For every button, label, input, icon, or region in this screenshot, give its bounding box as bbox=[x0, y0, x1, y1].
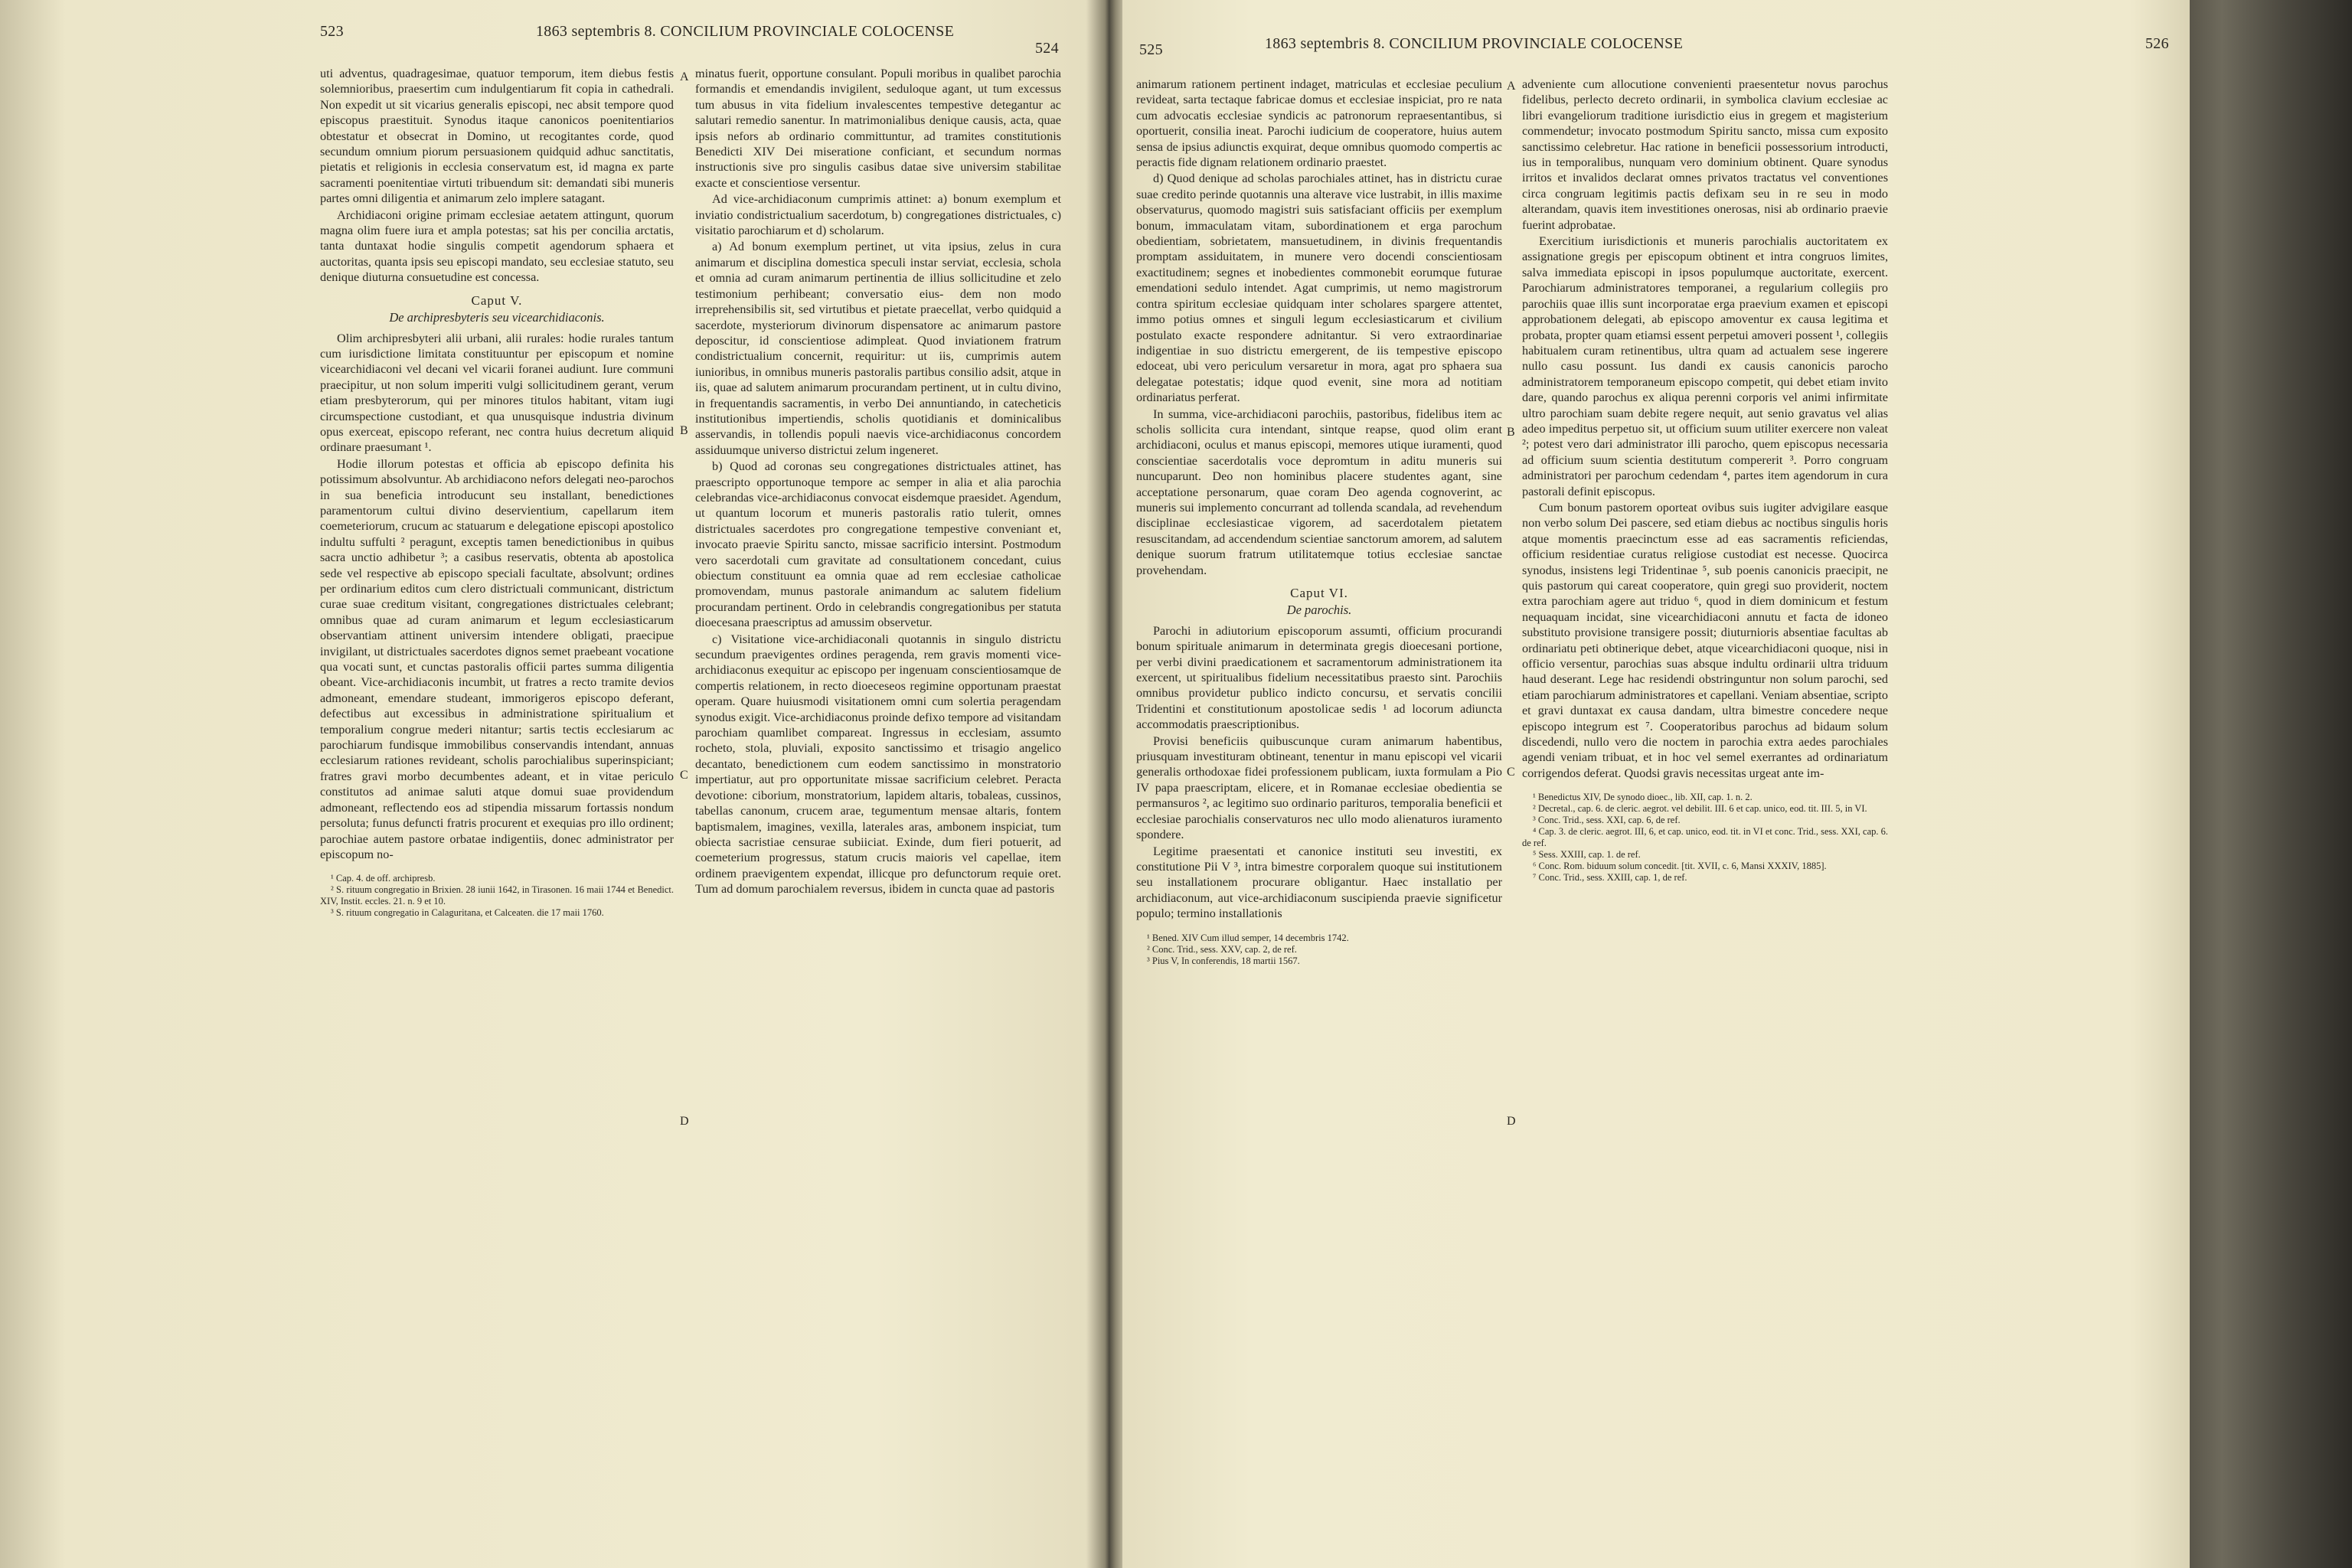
paragraph: Ad vice-archidiaconum cumprimis attinet: a) bonum exemplum et inviatio condistrictualium sacerdotum, b) congregationes districtuales, c) visitatio parochiarum et d) scholarum. bbox=[695, 192, 1061, 238]
footnote: ⁴ Cap. 3. de cleric. aegrot. III, 6, et cap. unico, eod. tit. in VI et conc. Trid., sess. XXI, cap. 6. de ref. bbox=[1522, 826, 1888, 849]
right-page bbox=[1122, 0, 2194, 1568]
margin-letter-c: C bbox=[680, 769, 688, 782]
margin-letter-b: B bbox=[1507, 426, 1515, 439]
paragraph: animarum rationem pertinent indaget, matriculas et ecclesiae peculium revideat, sarta tectaque fabricae domus et ecclesiae inspiciat, pro re nata cum advocatis ecclesiae syndicis ac patronorum repraesentantibus, si oportuerit, consilia ineat. Parochi iudicium de cooperatore, huius autem sensa de ipsius adiunctis exquirat, deque omnibus quomodo compertis ac peractis fide dignam relationem ordinario praestet. bbox=[1136, 77, 1502, 170]
margin-letter-d: D bbox=[1507, 1115, 1516, 1128]
chapter-heading: Caput VI. bbox=[1290, 586, 1348, 600]
footnote: ¹ Benedictus XIV, De synodo dioec., lib. XII, cap. 1. n. 2. bbox=[1533, 792, 1753, 803]
chapter-heading: Caput V. bbox=[471, 292, 523, 308]
chapter-title: De parochis. bbox=[1286, 603, 1352, 618]
footnote: ¹ Bened. XIV Cum illud semper, 14 decembris 1742. bbox=[1147, 932, 1349, 943]
paragraph: Parochi in adiutorium episcoporum assumti, officium procurandi bonum spirituale animarum in determinata gregis dioecesani portione, per verbi divini praedicationem et sacramentorum administrationem ita exercent, ut spiritualibus fidelium necessitatibus praesto sint. Parochiis omnibus providetur publico indicto concursu, et servatis concilii Tridentini et constitutionum apostolicae sedis ¹ ad locorum adiuncta accommodatis praescriptionibus. bbox=[1136, 623, 1502, 732]
paragraph: Legitime praesentati et canonice instituti seu investiti, ex constitutione Pii V ³, intra bimestre corporalem quoque sui institutionem seu installationem procurare obligantur. Haec installatio per archidiaconum, aut vice-archidiaconum suscipienda praevie significetur populo; termino installationis bbox=[1136, 844, 1502, 921]
left-page-column-2 bbox=[695, 66, 1061, 898]
right-page-column-1 bbox=[1136, 77, 1502, 967]
paragraph: adveniente cum allocutione convenienti praesentetur novus parochus fidelibus, perlecto decreto ordinarii, in symbolica clavium ecclesiae ac libri evangeliorum traditione iurisdictio eius in gregem et magisterium commendetur; invocato postmodum Spiritu sancto, missa cum exposito sanctissimo celebretur. Hac ratione in beneficii possessorium introducti, ius in temporalibus, nunquam vero dominium obtinent. Quare synodus irritos et invalidos declarat omnes privatos tractatus vel conventiones circa congruam legitimis pactis defixam seu in re seu in modo alterandam, quavis item investitiones onerosas, nisi ab ordinario praevie fuerint adprobatae. bbox=[1522, 77, 1888, 232]
left-page-column-1 bbox=[320, 66, 674, 919]
paragraph: Exercitium iurisdictionis et muneris parochialis auctoritatem ex assignatione gregis per episcopum obtinent et intra congruos limites, salva immediata episcopi in ipsos populumque auctoritate, exercent. Parochiarum administratores temporanei, a regularium collegiis pro parochiis quae illis sunt incorporatae erga praevium examen et episcopi approbationem delegati, ab episcopo amoventur ex causa legitima et probata, propter quam etiamsi essent perpetui amoveri possent ¹, collegiis habitualem curam retinentibus, ultra quam ad actualem sese ingerere nullo casu possunt. Ius dandi ex causis canonicis parocho administratorem temporaneum episcopo competit, qui debet etiam invito dare, quando parochus ex aliqua perenni corporis vel animi infirmitate ultro parochiam suam debite regere nequit, aut senio gravatus vel alias adeo impeditus perpetuo sit, ut officium suum utiliter exercere non valeat ²; potest vero dari administrator illi parocho, quem episcopus necessaria ad officium suum scientia destitutum compererit ³. Porro congruam administratori per parochum cedendam ⁴, partes item agendorum in cura pastorali definit episcopus. bbox=[1522, 234, 1888, 498]
footnote: ¹ Cap. 4. de off. archipresb. bbox=[331, 873, 436, 884]
footnote: ² Decretal., cap. 6. de cleric. aegrot. vel debilit. III. 6 et cap. unico, eod. tit. III. 5, in VI. bbox=[1533, 803, 1867, 815]
paragraph: Hodie illorum potestas et officia ab episcopo definita his potissimum absolvuntur. Ab archidiacono nefors delegati neo-parochos in sua beneficia introducunt seu installant, benedictiones paramentorum cultui divino deservientium, capellarum item coemeteriorum, crucum ac statuarum e delegatione episcopi apostolico indultu suffulti ² peragunt, exceptis tamen benedictionibus in quibus sacra unctio adhibetur ³; a casibus reservatis, obtenta ab apostolica sede vel respective ab episcopo speciali facultate, absolvunt; ordines per ordinarium editos cum clero districtuali communicant, districtum curae suae creditum visitant, congregationes districtuales celebrant; omnibus quae ad curam animarum et legum ecclesiasticarum observantiam attinent universim intendere obligati, praecipue invigilant, ut districtuales sacerdotes dignos semet praebeant vocatione qua vocati sunt, et cunctas pastoralis officii partes summa diligentia obeant. Vice-archidiaconis incumbit, ut fratres a recto tramite devios admoneant, emendare studeant, immorigeros episcopo deferant, defectibus aut excessibus in administratione spiritualium et temporalium congrue mederi nitantur; sartis tectis ecclesiarum ac parochiarum fundisque immobilibus conservandis intendant, annuas ecclesiarum rationes revideant, scholis parochialibus superinspiciant; fratres gravi morbo decumbentes adeant, et in vitae periculo constitutos ad animae saluti atque domui suae providendum admoneant, reflectendo eos ad stipendia missarum fortassis nondum persoluta; funus defuncti fratris procurent et exequias pro illo ordinent; parochiae autem pastore orbatae indigentiis, donec administrator per episcopum no- bbox=[320, 456, 674, 861]
page-number-525: 525 bbox=[1139, 41, 1163, 58]
footnote: ³ S. rituum congregatio in Calaguritana, et Calceaten. die 17 maii 1760. bbox=[331, 907, 604, 919]
paragraph: In summa, vice-archidiaconi parochiis, pastoribus, fidelibus item ac scholis sollicita cura intendant, sintque reapse, quod olim erant archidiaconi, oculus et manus episcopi, memores utique iuramenti, quod conscientiae sacerdotalis voce depromtum in aditu muneris sui nuncuparunt. Deo non hominibus placere studentes agant, sine acceptatione personarum, quae coram Deo agenda cognoverint, ac muneris sui implemento concurrant ad tollenda scandala, ad revehendum disciplinae ecclesiasticae vigorem, ad sacerdotalem pietatem resuscitandam, ad accendendum scientiae sanctorum amorem, ad salutem denique suorum fratrum utilitatemque totius ecclesiae sanctae provehendam. bbox=[1136, 407, 1502, 577]
footnotes bbox=[1136, 933, 1502, 967]
page-number-523: 523 bbox=[320, 23, 344, 40]
margin-letter-d: D bbox=[680, 1115, 689, 1128]
chapter-title: De archipresbyteris seu vicearchidiaconis. bbox=[389, 310, 605, 325]
page-number-526: 526 bbox=[2145, 35, 2169, 52]
paragraph: d) Quod denique ad scholas parochiales attinet, has in districtu curae suae credito perinde quotannis una alterave vice lustrabit, in illis maxime observaturus, quomodo magistri suis satisfaciant officiis per exemplum bonum, immaculatam vitam, subordinationem et erga parochum obedientiam, sobrietatem, mansuetudinem, in divinis frequentandis promptam assiduitatem, in munere vero docendi conscientiosam exactitudinem; segnes et inobedientes commonebit eorumque futurae emendationi sedulo intendet. Agat cumprimis, ut nemo magistrorum contra spiritum ecclesiae quidquam inter scholares spargere attentet, immo potius omnes et singuli legum ecclesiasticarum et civilium postulato exacte respondere adnitantur. Si vero extraordinariae indigentiae in suo districtu emergerent, de iis tempestive episcopo edoceat, ubi vero periculum versaretur in mora, agat pro sphaera sua delegatae potestatis; idque quod evenit, sine mora ad notitiam ordinariatus perferat. bbox=[1136, 172, 1502, 405]
running-header-right: 1863 septembris 8. CONCILIUM PROVINCIALE COLOCENSE bbox=[1265, 35, 1684, 52]
page-number-524: 524 bbox=[1035, 40, 1059, 57]
left-page bbox=[0, 0, 1091, 1568]
paragraph: c) Visitatione vice-archidiaconali quotannis in singulo districtu secundum praevigentes ordines peragenda, rem gravis momenti vice-archidiaconus exequitur ac episcopo per ingenuam conscientiosamque de compertis relationem, in recto dioeceseos regimine opportunam praestat operam. Quare huiusmodi visitationem omni cum solertia peragendam synodus exigit. Vice-archidiaconus proinde defixo tempore ad visitandam parochiam quamlibet compareat. Ingressus in ecclesiam, assumto rocheto, stola, pluviali, exposito sanctissimo et trisagio angelico decantato, benedictionem cum eodem sanctissimo in monstratorio impertiatur, aut pro opportunitate missae sacrificium celebret. Peracta devotione: ciborium, monstratorium, lapidem altaris, tobaleas, cussinos, tabellas canonum, crucem arae, tegumentum mensae altaris, fontem baptismalem, imagines, vexilla, laterales aras, ambonem inspiciat, tum obiecta sacristiae censurae subiiciat. Exinde, dum fieri potuerit, ad coemeterium progressus, statum crucis maioris vel capellae, item ordinem praevigentem expendat, illicque pro defunctorum requie oret. Tum ad domum parochialem reversus, ibidem in cuncta quae ad pastoris bbox=[695, 632, 1061, 897]
margin-letter-b: B bbox=[680, 424, 688, 437]
paragraph: Olim archipresbyteri alii urbani, alii rurales: hodie rurales tantum cum iurisdictione limitata constituuntur per episcopum et nomine vicearchidiaconi vel decani vel vicarii foranei audiunt. Iure communi praecipitur, ut non solum imperiti vulgi sollicitudinem gerant, verum etiam presbyterorum, qui per minores titulos habitant, vitam iugi circumspectione custodiant, et qua unusquisque industria divinum opus exerceat, episcopo referant, nec contra huius decretum aliquid ordinare praesumant ¹. bbox=[320, 331, 674, 455]
footnote: ³ Pius V, In conferendis, 18 martii 1567. bbox=[1147, 955, 1300, 966]
paragraph: b) Quod ad coronas seu congregationes districtuales attinet, has praescripto opportunoque tempore ac semper in alia et alia parochia celebrandas vice-archidiaconus convocat eisdemque praesidet. Agendum, ut quantum locorum et muneris pastoralis ratio tulerit, omnes districtuales sacerdotes pro congregatione tempestive conveniant et, invocato praevie Spiritu sancto, missae sacrificio intersint. Postmodum vero sacerdotali cum gravitate ad consultationem concedant, cuius obiectum constituunt ea omnia quae ad rem ecclesiae catholicae promovendam, munus pastorale animandum ac salutem fidelium procurandam pertinent. Ordo in celebrandis congregationibus per statuta dioecesana praescriptus ad amussim observetur. bbox=[695, 459, 1061, 630]
margin-letter-c: C bbox=[1507, 766, 1515, 779]
margin-letter-a: A bbox=[1507, 80, 1516, 93]
paragraph: Archidiaconi origine primam ecclesiae aetatem attingunt, quorum magna olim fuere iura et ampla potestas; sat his per concilia arctatis, tanta duntaxat hodie singulis competit agendorum sphaera et auctoritas, quanta ipsis seu episcopi mandato, seu ecclesiae statuto, seu denique diuturna consuetudine est concessa. bbox=[320, 207, 674, 285]
footnotes bbox=[1522, 792, 1888, 884]
footnotes bbox=[320, 873, 674, 919]
footnote: ³ Conc. Trid., sess. XXI, cap. 6, de ref. bbox=[1533, 815, 1681, 826]
running-header-left: 1863 septembris 8. CONCILIUM PROVINCIALE COLOCENSE bbox=[536, 23, 955, 40]
paragraph: a) Ad bonum exemplum pertinet, ut vita ipsius, zelus in cura animarum et disciplina domestica speculi instar serviat, ecclesia, schola et omnia ad curam animarum pertinentia de illius sollicitudine et zelo testimonium perhibeant; conversatio eius- dem non modo irreprehensibilis sit, sed virtutibus et pietate praecellat, verbo quidquid a sacerdote, mysteriorum divinorum dispensatore ac animarum pastore deposcitur, id conscientiose adimpleat. Quod inviationem fratrum condistrictualium concernit, requiritur: ut iis, cumprimis autem iunioribus, in omnibus muneris pastoralis partibus consilio adsit, atque in iis, quae ad salutem animarum procurandam pertinent, ut in cultu divino, in frequentandis sacramentis, in verbo Dei annuntiando, in catecheticis institutionibus impertiendis, scholis quotidianis et dominicalibus asservandis, in tollendis populi naevis vice-archidiaconus concordem assiduumque universo districtui zelum ingeneret. bbox=[695, 240, 1061, 457]
footnote: ² S. rituum congregatio in Brixien. 28 iunii 1642, in Tirasonen. 16 maii 1744 et Benedict. XIV, Instit. eccles. 21. n. 9 et 10. bbox=[320, 884, 674, 907]
footnote: ⁷ Conc. Trid., sess. XXIII, cap. 1, de ref. bbox=[1533, 872, 1687, 884]
footnote: ⁶ Conc. Rom. biduum solum concedit. [tit. XVII, c. 6, Mansi XXXIV, 1885]. bbox=[1533, 861, 1827, 872]
footnote: ⁵ Sess. XXIII, cap. 1. de ref. bbox=[1533, 849, 1641, 861]
page-block-edge bbox=[2190, 0, 2352, 1568]
margin-letter-a: A bbox=[680, 70, 689, 83]
right-page-column-2 bbox=[1522, 77, 1888, 884]
paragraph: Cum bonum pastorem oporteat ovibus suis iugiter advigilare easque non verbo solum Dei pascere, sed etiam diebus ac noctibus singulis horis atque momentis praecinctum esse ad eas sacramentis reficiendas, officium residentiae curatus religiose custodiat est necesse. Quocirca synodus, insistens legi Tridentinae ⁵, sub poenis canonicis praecipit, ne quis pastorum qui careat cooperatore, quin gregi suo providerit, noctem extra parochiam agere aut triduo ⁶, quod in diem dominicum et festum nequaquam incidat, sine vicearchidiaconi annutu et facta de idoneo substituto provisione transigere possit; diuturnioris absentiae facultas ab ordinariatu peti obtinerique debet, atque vicearchidiaconi quoque, nisi in officio versentur, parochias suas absque indultu ordinarii ultra triduum haud deserant. Lege hac residendi obstringuntur non solum parochi, sed etiam parochiarum administratores et capellani. Veniam absentiae, scripto et gravi duntaxat ex causa dandam, ultra bimestre concedere neque episcopo integrum est ⁷. Cooperatoribus parochus ad bidaum solum discedendi, nullo vero die noctem in parochia extra aedes parochiales agendi veniam tribuat, et in hoc vel semel exerrantes ad ordinariatum corrigendos deferat. Quodsi gravis necessitas urgeat ante im- bbox=[1522, 500, 1888, 780]
paragraph: minatus fuerit, opportune consulant. Populi moribus in qualibet parochia formandis et emendandis invigilent, seduloque agant, ut tum excessus tum abusus in vita fidelium invalescentes tempestive detegantur ac salutari remedio sanentur. In matrimonialibus denique causis, acta, quae ipsis nefors ab ordinario committuntur, ad tramites constitutionis Benedicti XIV Dei miseratione conficiant, et secundum normas instructionis sive pro singulis casibus datae sive universim stabilitae exacte et conscientiose versentur. bbox=[695, 67, 1061, 190]
paragraph: uti adventus, quadragesimae, quatuor temporum, item diebus festis solemnioribus, praesertim cum indulgentiarum fit copia in cathedrali. Non expedit ut sit vicarius generalis episcopi, nec absit tempore quod episcopus praestituit. Synodus itaque canonicos poenitentiarios obtestatur et obsecrat in Domino, ut recogitantes corde, quod secundum omnium piorum persuasionem quidquid adhuc sanctitatis, pietatis et religionis in ecclesia conservatum est, id magna ex parte sacramenti poenitentiae virtuti tribuendum sit: demandati sibi muneris partes omni diligentia et animarum zelo implere satagant. bbox=[320, 67, 674, 206]
paragraph: Provisi beneficiis quibuscunque curam animarum habentibus, priusquam investituram obtineant, tenentur in manu episcopi vel vicarii generalis orthodoxae fidei professionem publicam, iuxta formulam a Pio IV papa praescriptam, elicere, et in Romanae ecclesiae obedientia se permansuros ², ac legitimo suo ordinario parituros, temporalia beneficii et ecclesiae parochialis conservaturos nec ullo modo alienaturos iuramento spondere. bbox=[1136, 733, 1502, 842]
footnote: ² Conc. Trid., sess. XXV, cap. 2, de ref. bbox=[1147, 943, 1297, 955]
